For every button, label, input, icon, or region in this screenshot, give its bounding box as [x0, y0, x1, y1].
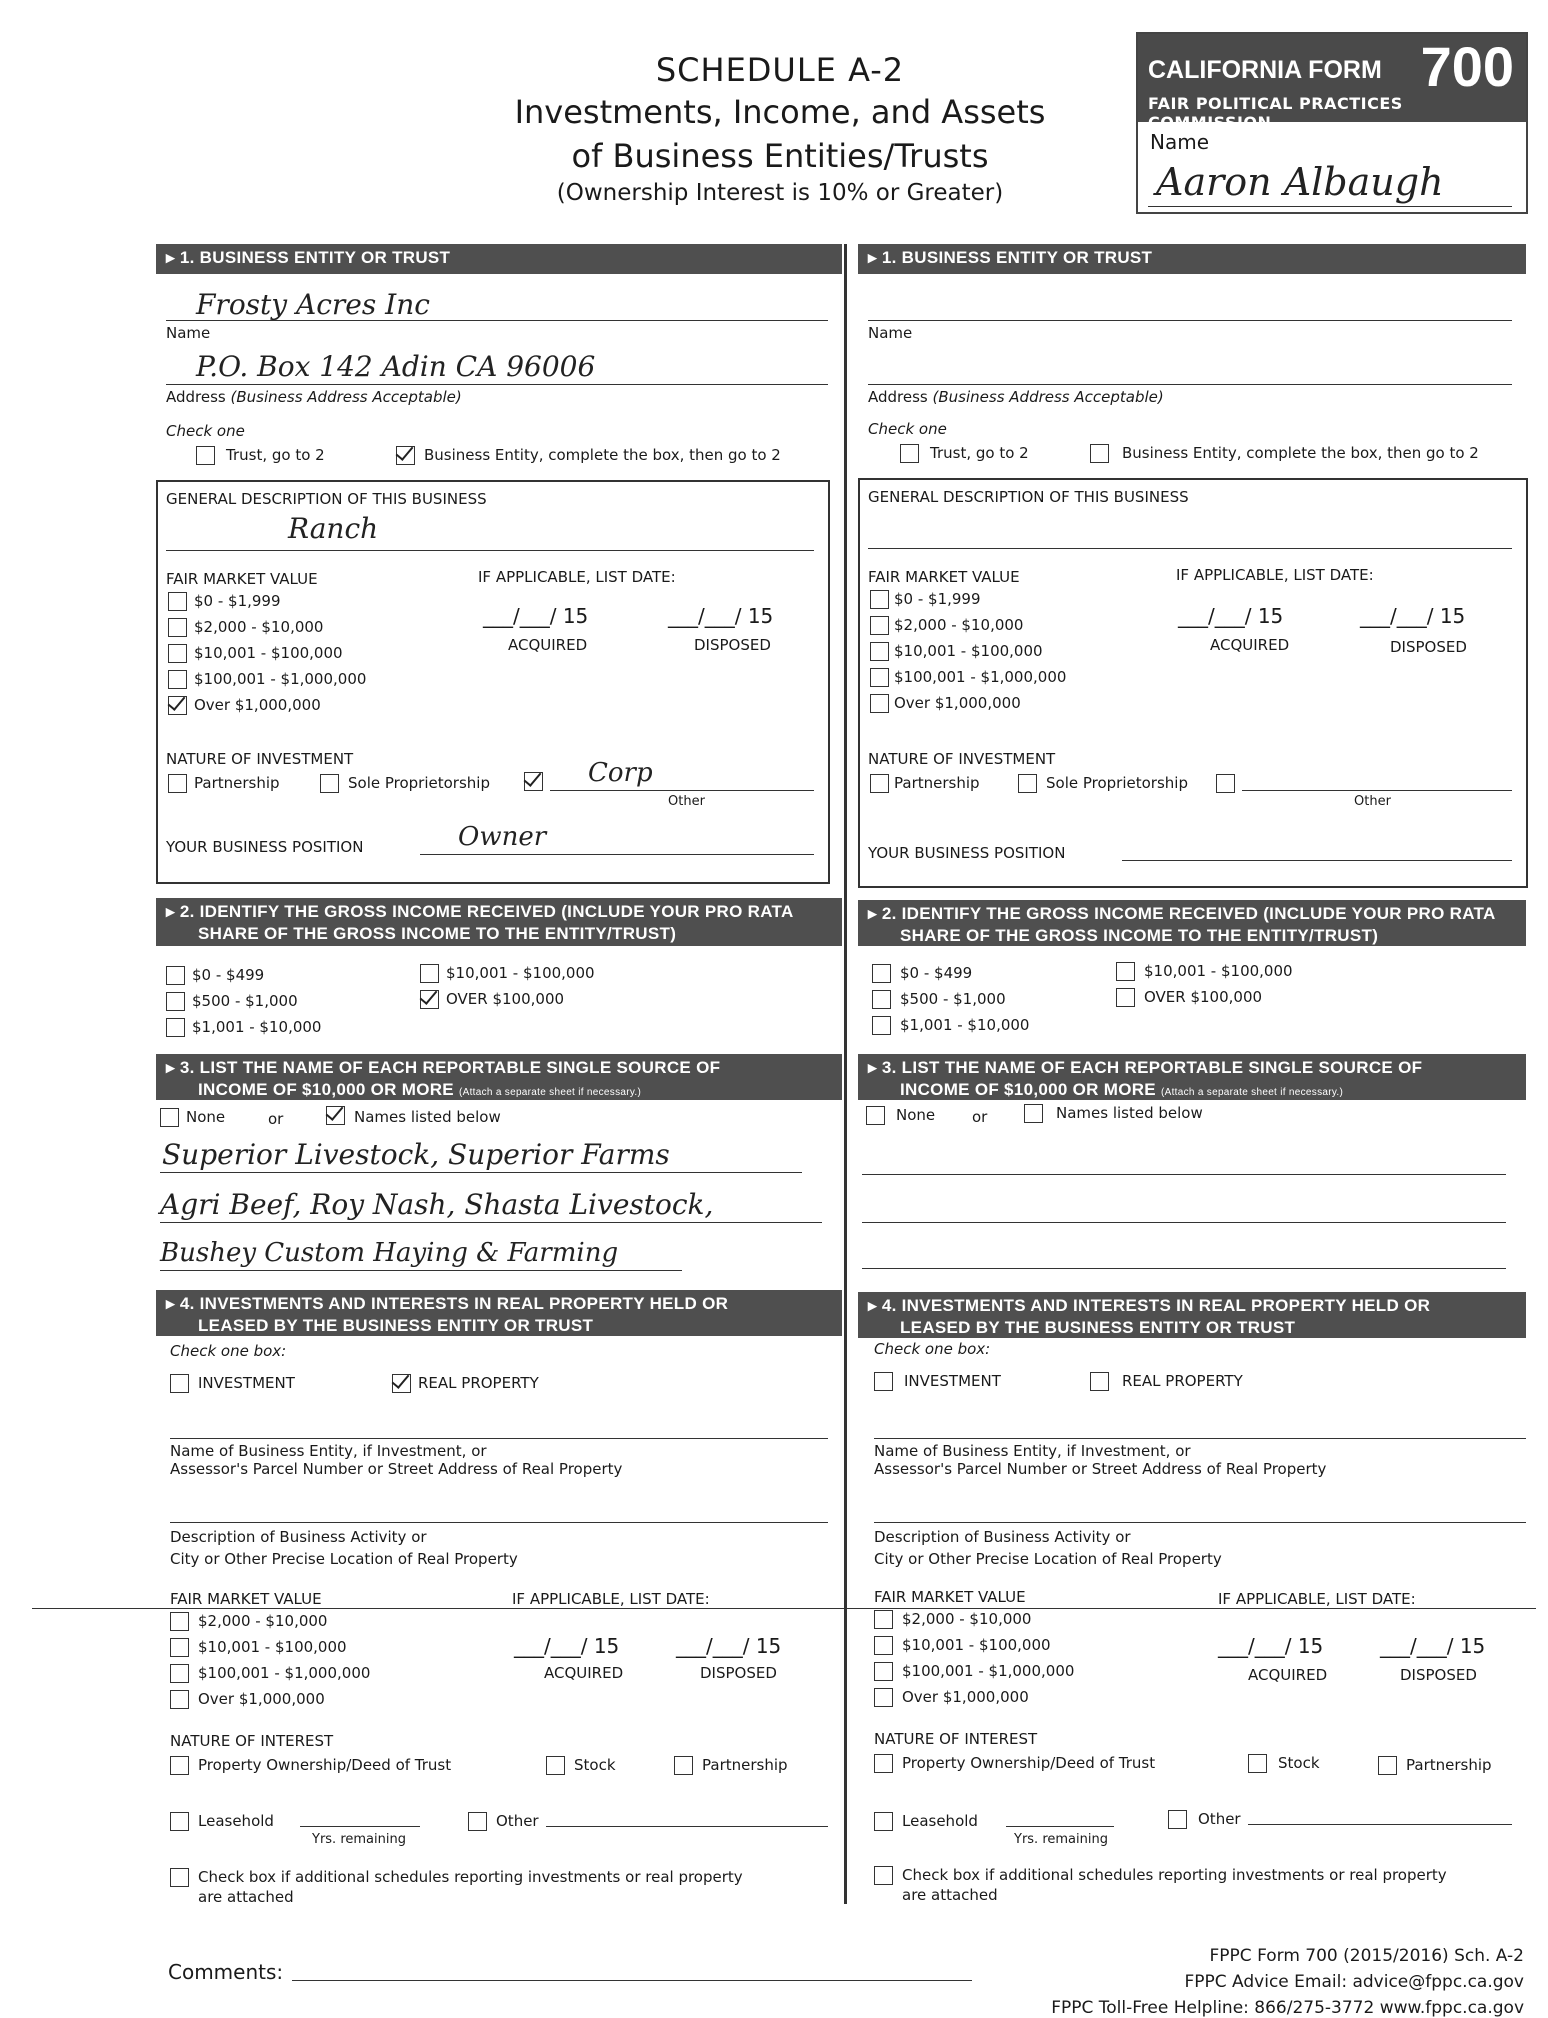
fmv-4-label: Over $1,000,000 — [194, 696, 321, 714]
partnership-label: Partnership — [194, 774, 280, 792]
check-one-label: Check one — [166, 422, 245, 440]
fmv4-label: FAIR MARKET VALUE — [170, 1590, 322, 1608]
property-ownership-label-right: Property Ownership/Deed of Trust — [902, 1754, 1156, 1772]
description-activity-label-2-right: City or Other Precise Location of Real Property — [874, 1550, 1222, 1568]
comments-label: Comments: — [168, 1960, 284, 1984]
partnership4-checkbox-right[interactable] — [1378, 1756, 1397, 1775]
nature-interest-label: NATURE OF INTEREST — [170, 1732, 334, 1750]
business-position-value[interactable]: Owner — [458, 822, 547, 852]
income-1-checkbox[interactable] — [166, 992, 185, 1011]
general-description-label: GENERAL DESCRIPTION OF THIS BUSINESS — [166, 490, 487, 508]
income-0-label: $0 - $499 — [192, 966, 265, 984]
sources-none-label-right: None — [896, 1106, 936, 1124]
fmv4-3-label-right: Over $1,000,000 — [902, 1688, 1029, 1706]
income-4-label: OVER $100,000 — [446, 990, 565, 1008]
sole-prop-label-right: Sole Proprietorship — [1046, 774, 1188, 792]
real-property-label: REAL PROPERTY — [418, 1374, 539, 1392]
yrs-remaining-label: Yrs. remaining — [312, 1832, 406, 1847]
income-4-checkbox-right[interactable] — [1116, 988, 1135, 1007]
acquired4-label-right: ACQUIRED — [1248, 1666, 1328, 1684]
sources-rule-3-right[interactable] — [862, 1268, 1506, 1269]
acquired-date-right[interactable]: ___/___/ 15 — [1178, 604, 1284, 628]
fmv4-1-label: $10,001 - $100,000 — [198, 1638, 347, 1656]
check-one-label-right: Check one — [868, 420, 947, 438]
other-investment-checkbox-right[interactable] — [1216, 774, 1235, 793]
investment-checkbox-right[interactable] — [874, 1372, 893, 1391]
commission-name: FAIR POLITICAL PRACTICES COMMISSION — [1148, 94, 1403, 132]
fmv-4-label-right: Over $1,000,000 — [894, 694, 1021, 712]
description-activity-line-right[interactable] — [874, 1522, 1526, 1523]
fmv-label: FAIR MARKET VALUE — [166, 570, 318, 588]
fmv-2-checkbox-right[interactable] — [870, 642, 889, 661]
fmv4-0-label: $2,000 - $10,000 — [198, 1612, 328, 1630]
sources-none-label: None — [186, 1108, 226, 1126]
sources-or-label-right: or — [972, 1108, 988, 1126]
partnership4-checkbox[interactable] — [674, 1756, 693, 1775]
helpline: FPPC Toll-Free Helpline: 866/275-3772 www.fppc.ca.gov — [1051, 1998, 1524, 2018]
other-label-right: Other — [1354, 794, 1391, 809]
business-position-line-right[interactable] — [1122, 860, 1512, 861]
sources-none-checkbox-right[interactable] — [866, 1106, 885, 1125]
acquired-label-right: ACQUIRED — [1210, 636, 1290, 654]
disposed4-date-right[interactable]: ___/___/ 15 — [1380, 1634, 1486, 1658]
income-1-label: $500 - $1,000 — [192, 992, 298, 1010]
filer-name-line — [1148, 206, 1512, 207]
fmv-3-label: $100,001 - $1,000,000 — [194, 670, 367, 688]
business-position-label-right: YOUR BUSINESS POSITION — [868, 844, 1066, 862]
business-details-box — [156, 480, 830, 884]
entity-name-line — [166, 320, 828, 321]
fmv-3-checkbox[interactable] — [168, 670, 187, 689]
entity-parcel-label-2-right: Assessor's Parcel Number or Street Address of Real Property — [874, 1460, 1327, 1478]
filer-name-value[interactable]: Aaron Albaugh — [1156, 160, 1444, 204]
income-3-label: $10,001 - $100,000 — [446, 964, 595, 982]
fmv-1-checkbox[interactable] — [168, 618, 187, 637]
entity-name-label: Name — [166, 324, 211, 342]
section-4-header: ▸ 4. INVESTMENTS AND INTERESTS IN REAL PROPERTY HELD OR LEASED BY THE BUSINESS ENTITY OR TRUST — [156, 1290, 842, 1336]
income-3-checkbox[interactable] — [420, 964, 439, 983]
page-crossline — [32, 1608, 1536, 1609]
title-line-2: of Business Entities/Trusts — [571, 137, 989, 175]
sources-rule-3 — [160, 1270, 682, 1271]
partnership4-label-right: Partnership — [1406, 1756, 1492, 1774]
other4-line — [546, 1826, 828, 1827]
other4-line-right[interactable] — [1248, 1824, 1512, 1825]
acquired4-label: ACQUIRED — [544, 1664, 624, 1682]
sources-listed-checkbox-right[interactable] — [1024, 1104, 1043, 1123]
sources-rule-2 — [160, 1222, 822, 1223]
comments-field[interactable] — [292, 1980, 972, 1981]
section-1-title: 1. BUSINESS ENTITY OR TRUST — [179, 248, 451, 267]
section-1-header: ▸ 1. BUSINESS ENTITY OR TRUST — [156, 244, 842, 274]
general-description-label-right: GENERAL DESCRIPTION OF THIS BUSINESS — [868, 488, 1189, 506]
entity-address-label: Address (Business Address Acceptable) — [166, 388, 462, 406]
fmv-1-label: $2,000 - $10,000 — [194, 618, 324, 636]
description-activity-line — [170, 1522, 828, 1523]
business-entity-checkbox[interactable] — [396, 446, 415, 465]
disposed4-label: DISPOSED — [700, 1664, 777, 1682]
fmv4-0-checkbox-right[interactable] — [874, 1610, 893, 1629]
additional-schedules-checkbox[interactable] — [170, 1868, 189, 1887]
additional-schedules-label-1-right: Check box if additional schedules reporting investments or real property — [902, 1866, 1447, 1884]
entity-address-line — [166, 384, 828, 385]
other4-label: Other — [496, 1812, 539, 1830]
other-investment-line — [550, 790, 814, 791]
stock-label-right: Stock — [1278, 1754, 1320, 1772]
partnership-checkbox[interactable] — [168, 774, 187, 793]
fmv-4-checkbox[interactable] — [168, 696, 187, 715]
list-date-label: IF APPLICABLE, LIST DATE: — [478, 568, 676, 586]
business-entity-checkbox-right[interactable] — [1090, 444, 1109, 463]
entity-parcel-label-1-right: Name of Business Entity, if Investment, or — [874, 1442, 1191, 1460]
income-2-label-right: $1,001 - $10,000 — [900, 1016, 1030, 1034]
real-property-checkbox-right[interactable] — [1090, 1372, 1109, 1391]
fmv-2-checkbox[interactable] — [168, 644, 187, 663]
acquired4-date[interactable]: ___/___/ 15 — [514, 1634, 620, 1658]
list-date4-label-right: IF APPLICABLE, LIST DATE: — [1218, 1590, 1416, 1608]
additional-schedules-label-2: are attached — [198, 1888, 294, 1906]
schedule-title-block — [470, 50, 1090, 208]
nature-interest-label-right: NATURE OF INTEREST — [874, 1730, 1038, 1748]
fmv-0-label: $0 - $1,999 — [194, 592, 281, 610]
entity-address-label-right: Address (Business Address Acceptable) — [868, 388, 1164, 406]
description-activity-label-1: Description of Business Activity or — [170, 1528, 427, 1546]
check-one-box-label: Check one box: — [170, 1342, 287, 1360]
additional-schedules-label-2-right: are attached — [902, 1886, 998, 1904]
sources-listed-label: Names listed below — [354, 1108, 501, 1126]
business-details-box-right — [858, 478, 1528, 888]
fmv-1-checkbox-right[interactable] — [870, 616, 889, 635]
sources-rule-1 — [160, 1172, 802, 1173]
general-description-value[interactable]: Ranch — [288, 512, 379, 545]
acquired-date[interactable]: ___/___/ 15 — [483, 604, 589, 628]
fmv4-0-checkbox[interactable] — [170, 1612, 189, 1631]
check-one-box-label-right: Check one box: — [874, 1340, 991, 1358]
trust-label: Trust, go to 2 — [226, 446, 325, 464]
leasehold-checkbox[interactable] — [170, 1812, 189, 1831]
stock-label: Stock — [574, 1756, 616, 1774]
disposed-date-right[interactable]: ___/___/ 15 — [1360, 604, 1466, 628]
nature-investment-label: NATURE OF INVESTMENT — [166, 750, 354, 768]
income-0-label-right: $0 - $499 — [900, 964, 973, 982]
description-activity-label-2: City or Other Precise Location of Real Property — [170, 1550, 518, 1568]
business-position-label: YOUR BUSINESS POSITION — [166, 838, 364, 856]
investment-label-right: INVESTMENT — [904, 1372, 1001, 1390]
income-4-checkbox[interactable] — [420, 990, 439, 1009]
trust-label-right: Trust, go to 2 — [930, 444, 1029, 462]
other-label: Other — [668, 794, 705, 809]
trust-checkbox[interactable] — [196, 446, 215, 465]
sources-listed-label-right: Names listed below — [1056, 1104, 1203, 1122]
business-entity-label: Business Entity, complete the box, then go to 2 — [424, 446, 781, 464]
yrs-remaining-line — [300, 1826, 420, 1827]
other-investment-checkbox[interactable] — [524, 772, 543, 791]
fmv4-1-checkbox-right[interactable] — [874, 1636, 893, 1655]
column-divider — [844, 244, 847, 1904]
disposed-label: DISPOSED — [694, 636, 771, 654]
other4-checkbox-right[interactable] — [1168, 1810, 1187, 1829]
fmv-2-label: $10,001 - $100,000 — [194, 644, 343, 662]
sole-prop-checkbox[interactable] — [320, 774, 339, 793]
income-2-checkbox[interactable] — [166, 1018, 185, 1037]
sources-or-label: or — [268, 1110, 284, 1128]
entity-name-label-right: Name — [868, 324, 913, 342]
title-line-1: Investments, Income, and Assets — [514, 93, 1046, 131]
trust-checkbox-right[interactable] — [900, 444, 919, 463]
list-date4-label: IF APPLICABLE, LIST DATE: — [512, 1590, 710, 1608]
sources-rule-1-right[interactable] — [862, 1174, 1506, 1175]
other-investment-value[interactable]: Corp — [588, 758, 653, 788]
acquired4-date-right[interactable]: ___/___/ 15 — [1218, 1634, 1324, 1658]
general-description-line-right[interactable] — [868, 548, 1512, 549]
entity-address-value[interactable]: P.O. Box 142 Adin CA 96006 — [196, 350, 596, 383]
property-ownership-checkbox[interactable] — [170, 1756, 189, 1775]
section-2-header: ▸ 2. IDENTIFY THE GROSS INCOME RECEIVED (INCLUDE YOUR PRO RATA SHARE OF THE GROSS INCOME TO THE ENTITY/TRUST) — [156, 898, 842, 946]
other4-label-right: Other — [1198, 1810, 1241, 1828]
entity-address-line-right[interactable] — [868, 384, 1512, 385]
form-id-footer: FPPC Form 700 (2015/2016) Sch. A-2 — [1209, 1946, 1524, 1966]
partnership-label-right: Partnership — [894, 774, 980, 792]
fmv-label-right: FAIR MARKET VALUE — [868, 568, 1020, 586]
partnership-checkbox-right[interactable] — [870, 774, 889, 793]
fmv4-3-label: Over $1,000,000 — [198, 1690, 325, 1708]
list-date-label-right: IF APPLICABLE, LIST DATE: — [1176, 566, 1374, 584]
advice-email: FPPC Advice Email: advice@fppc.ca.gov — [1184, 1972, 1524, 1992]
income-2-label: $1,001 - $10,000 — [192, 1018, 322, 1036]
sole-prop-label: Sole Proprietorship — [348, 774, 490, 792]
description-activity-label-1-right: Description of Business Activity or — [874, 1528, 1131, 1546]
income-1-label-right: $500 - $1,000 — [900, 990, 1006, 1008]
fmv4-0-label-right: $2,000 - $10,000 — [902, 1610, 1032, 1628]
fmv-3-checkbox-right[interactable] — [870, 668, 889, 687]
income-1-checkbox-right[interactable] — [872, 990, 891, 1009]
partnership4-label: Partnership — [702, 1756, 788, 1774]
filer-name-label: Name — [1150, 130, 1210, 154]
income-0-checkbox-right[interactable] — [872, 964, 891, 983]
general-description-line — [166, 550, 814, 551]
fmv-0-checkbox[interactable] — [168, 592, 187, 611]
other-investment-line-right[interactable] — [1242, 790, 1512, 791]
entity-name-value[interactable]: Frosty Acres Inc — [196, 288, 430, 321]
income-3-checkbox-right[interactable] — [1116, 962, 1135, 981]
fmv4-2-label: $100,001 - $1,000,000 — [198, 1664, 371, 1682]
investment-checkbox[interactable] — [170, 1374, 189, 1393]
income-4-label-right: OVER $100,000 — [1144, 988, 1263, 1006]
section-3-header-right: ▸ 3. LIST THE NAME OF EACH REPORTABLE SINGLE SOURCE OF INCOME OF $10,000 OR MORE (Attach a separate sheet if necessary.) — [858, 1054, 1526, 1100]
entity-parcel-line-right[interactable] — [874, 1438, 1526, 1439]
section-1-header-right: ▸ 1. BUSINESS ENTITY OR TRUST — [858, 244, 1526, 274]
fmv4-label-right: FAIR MARKET VALUE — [874, 1588, 1026, 1606]
property-ownership-checkbox-right[interactable] — [874, 1754, 893, 1773]
leasehold-label-right: Leasehold — [902, 1812, 978, 1830]
entity-name-line-right[interactable] — [868, 320, 1512, 321]
form-title: CALIFORNIA FORM — [1148, 56, 1382, 84]
disposed4-label-right: DISPOSED — [1400, 1666, 1477, 1684]
form-id-band — [1138, 34, 1526, 132]
fmv-2-label-right: $10,001 - $100,000 — [894, 642, 1043, 660]
subtitle: (Ownership Interest is 10% or Greater) — [556, 180, 1004, 206]
fmv-1-label-right: $2,000 - $10,000 — [894, 616, 1024, 634]
nature-investment-label-right: NATURE OF INVESTMENT — [868, 750, 1056, 768]
disposed-label-right: DISPOSED — [1390, 638, 1467, 656]
section-3-header: ▸ 3. LIST THE NAME OF EACH REPORTABLE SINGLE SOURCE OF INCOME OF $10,000 OR MORE (Attach a separate sheet if necessary.) — [156, 1054, 842, 1100]
real-property-checkbox[interactable] — [392, 1374, 411, 1393]
real-property-label-right: REAL PROPERTY — [1122, 1372, 1243, 1390]
disposed4-date[interactable]: ___/___/ 15 — [676, 1634, 782, 1658]
fmv4-1-checkbox[interactable] — [170, 1638, 189, 1657]
entity-parcel-label-1: Name of Business Entity, if Investment, or — [170, 1442, 487, 1460]
sources-listed-checkbox[interactable] — [326, 1106, 345, 1125]
fmv4-2-checkbox-right[interactable] — [874, 1662, 893, 1681]
stock-checkbox-right[interactable] — [1248, 1754, 1267, 1773]
income-2-checkbox-right[interactable] — [872, 1016, 891, 1035]
sources-line-2[interactable]: Agri Beef, Roy Nash, Shasta Livestock, — [160, 1188, 714, 1221]
business-entity-label-right: Business Entity, complete the box, then go to 2 — [1122, 444, 1479, 462]
fmv4-2-checkbox[interactable] — [170, 1664, 189, 1683]
fmv-0-label-right: $0 - $1,999 — [894, 590, 981, 608]
other4-checkbox[interactable] — [468, 1812, 487, 1831]
sources-line-1[interactable]: Superior Livestock, Superior Farms — [162, 1138, 670, 1171]
income-3-label-right: $10,001 - $100,000 — [1144, 962, 1293, 980]
yrs-remaining-label-right: Yrs. remaining — [1014, 1832, 1108, 1847]
business-position-line — [420, 854, 814, 855]
stock-checkbox[interactable] — [546, 1756, 565, 1775]
fmv4-2-label-right: $100,001 - $1,000,000 — [902, 1662, 1075, 1680]
disposed-date[interactable]: ___/___/ 15 — [668, 604, 774, 628]
fmv-3-label-right: $100,001 - $1,000,000 — [894, 668, 1067, 686]
sources-none-checkbox[interactable] — [160, 1108, 179, 1127]
property-ownership-label: Property Ownership/Deed of Trust — [198, 1756, 452, 1774]
fmv4-3-checkbox-right[interactable] — [874, 1688, 893, 1707]
fmv-0-checkbox-right[interactable] — [870, 590, 889, 609]
additional-schedules-label-1: Check box if additional schedules reporting investments or real property — [198, 1868, 743, 1886]
yrs-remaining-line-right[interactable] — [1006, 1826, 1114, 1827]
form-id-box — [1136, 32, 1528, 214]
leasehold-checkbox-right[interactable] — [874, 1812, 893, 1831]
investment-label: INVESTMENT — [198, 1374, 295, 1392]
section-2-header-right: ▸ 2. IDENTIFY THE GROSS INCOME RECEIVED (INCLUDE YOUR PRO RATA SHARE OF THE GROSS INCOME TO THE ENTITY/TRUST) — [858, 900, 1526, 946]
income-0-checkbox[interactable] — [166, 966, 185, 985]
schedule-label: SCHEDULE A-2 — [655, 51, 905, 89]
fmv-4-checkbox-right[interactable] — [870, 694, 889, 713]
sources-line-3[interactable]: Bushey Custom Haying & Farming — [160, 1238, 619, 1268]
fmv4-3-checkbox[interactable] — [170, 1690, 189, 1709]
sole-prop-checkbox-right[interactable] — [1018, 774, 1037, 793]
entity-parcel-line — [170, 1438, 828, 1439]
entity-parcel-label-2: Assessor's Parcel Number or Street Address of Real Property — [170, 1460, 623, 1478]
additional-schedules-checkbox-right[interactable] — [874, 1866, 893, 1885]
leasehold-label: Leasehold — [198, 1812, 274, 1830]
fmv4-1-label-right: $10,001 - $100,000 — [902, 1636, 1051, 1654]
form-number: 700 — [1420, 35, 1514, 98]
section-4-header-right: ▸ 4. INVESTMENTS AND INTERESTS IN REAL PROPERTY HELD OR LEASED BY THE BUSINESS ENTITY OR TRUST — [858, 1292, 1526, 1338]
acquired-label: ACQUIRED — [508, 636, 588, 654]
sources-rule-2-right[interactable] — [862, 1222, 1506, 1223]
